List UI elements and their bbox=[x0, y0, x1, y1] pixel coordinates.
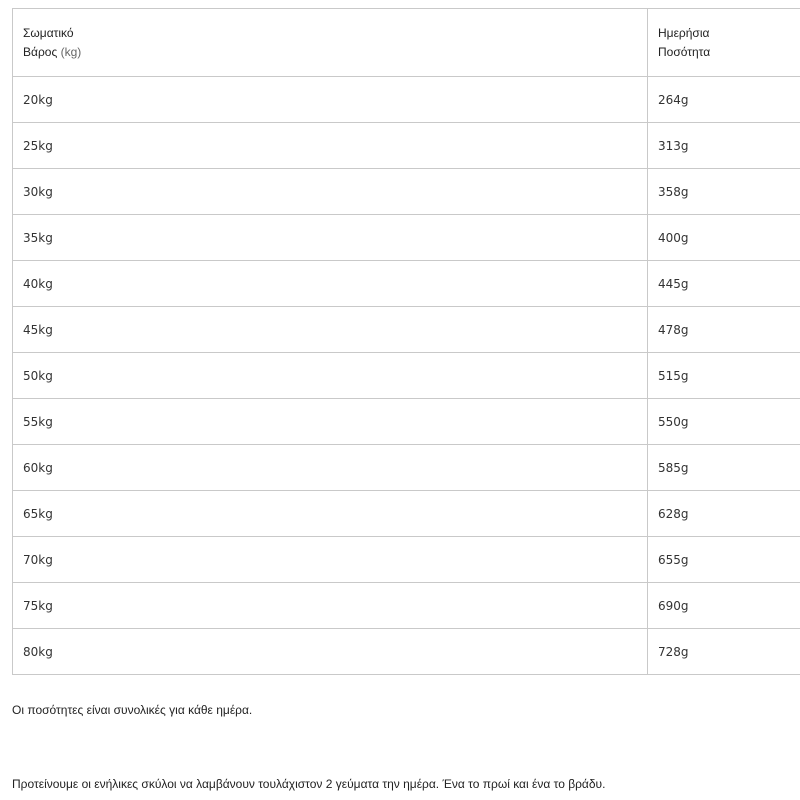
table-row bbox=[13, 491, 800, 537]
amount-cell: 550g bbox=[648, 399, 800, 445]
weight-cell: 55kg bbox=[13, 399, 648, 445]
header-daily-amount bbox=[648, 9, 800, 77]
table-header-row bbox=[13, 9, 800, 77]
weight-cell: 80kg bbox=[13, 629, 648, 675]
weight-cell: 45kg bbox=[13, 307, 648, 353]
table-row bbox=[13, 77, 800, 123]
table-row bbox=[13, 353, 800, 399]
amount-cell: 728g bbox=[648, 629, 800, 675]
amount-cell: 690g bbox=[648, 583, 800, 629]
table-body bbox=[13, 77, 800, 675]
weight-cell: 50kg bbox=[13, 353, 648, 399]
amount-cell: 655g bbox=[648, 537, 800, 583]
amount-cell: 264g bbox=[648, 77, 800, 123]
weight-cell: 35kg bbox=[13, 215, 648, 261]
table-row bbox=[13, 629, 800, 675]
weight-cell: 65kg bbox=[13, 491, 648, 537]
amount-cell: 445g bbox=[648, 261, 800, 307]
weight-cell: 60kg bbox=[13, 445, 648, 491]
amount-cell: 313g bbox=[648, 123, 800, 169]
header-weight-line1: Σωματικό bbox=[23, 25, 74, 40]
header-amount-line1: Ημερήσια bbox=[658, 25, 710, 40]
table-row bbox=[13, 445, 800, 491]
weight-cell: 40kg bbox=[13, 261, 648, 307]
table-row bbox=[13, 307, 800, 353]
table-row bbox=[13, 215, 800, 261]
weight-cell: 75kg bbox=[13, 583, 648, 629]
weight-cell: 30kg bbox=[13, 169, 648, 215]
amount-cell: 585g bbox=[648, 445, 800, 491]
feeding-table bbox=[12, 8, 800, 675]
amount-cell: 515g bbox=[648, 353, 800, 399]
header-body-weight bbox=[13, 9, 648, 77]
table-row bbox=[13, 399, 800, 445]
table-row bbox=[13, 583, 800, 629]
weight-cell: 25kg bbox=[13, 123, 648, 169]
table-row bbox=[13, 261, 800, 307]
amount-cell: 478g bbox=[648, 307, 800, 353]
amount-cell: 400g bbox=[648, 215, 800, 261]
table-row bbox=[13, 169, 800, 215]
table-row bbox=[13, 537, 800, 583]
header-weight-unit: (kg) bbox=[60, 44, 82, 59]
weight-cell: 20kg bbox=[13, 77, 648, 123]
amount-cell: 628g bbox=[648, 491, 800, 537]
header-weight-line2: Βάρος bbox=[23, 44, 58, 59]
table-row bbox=[13, 123, 800, 169]
note-daily-total: Οι ποσότητες είναι συνολικές για κάθε ημέρα. bbox=[12, 703, 253, 717]
header-amount-line2: Ποσότητα bbox=[658, 44, 711, 59]
note-meals: Προτείνουμε οι ενήλικες σκύλοι να λαμβάνουν τουλάχιστον 2 γεύματα την ημέρα. Ένα το πρωί και ένα το βράδυ. bbox=[12, 777, 606, 791]
amount-cell: 358g bbox=[648, 169, 800, 215]
weight-cell: 70kg bbox=[13, 537, 648, 583]
